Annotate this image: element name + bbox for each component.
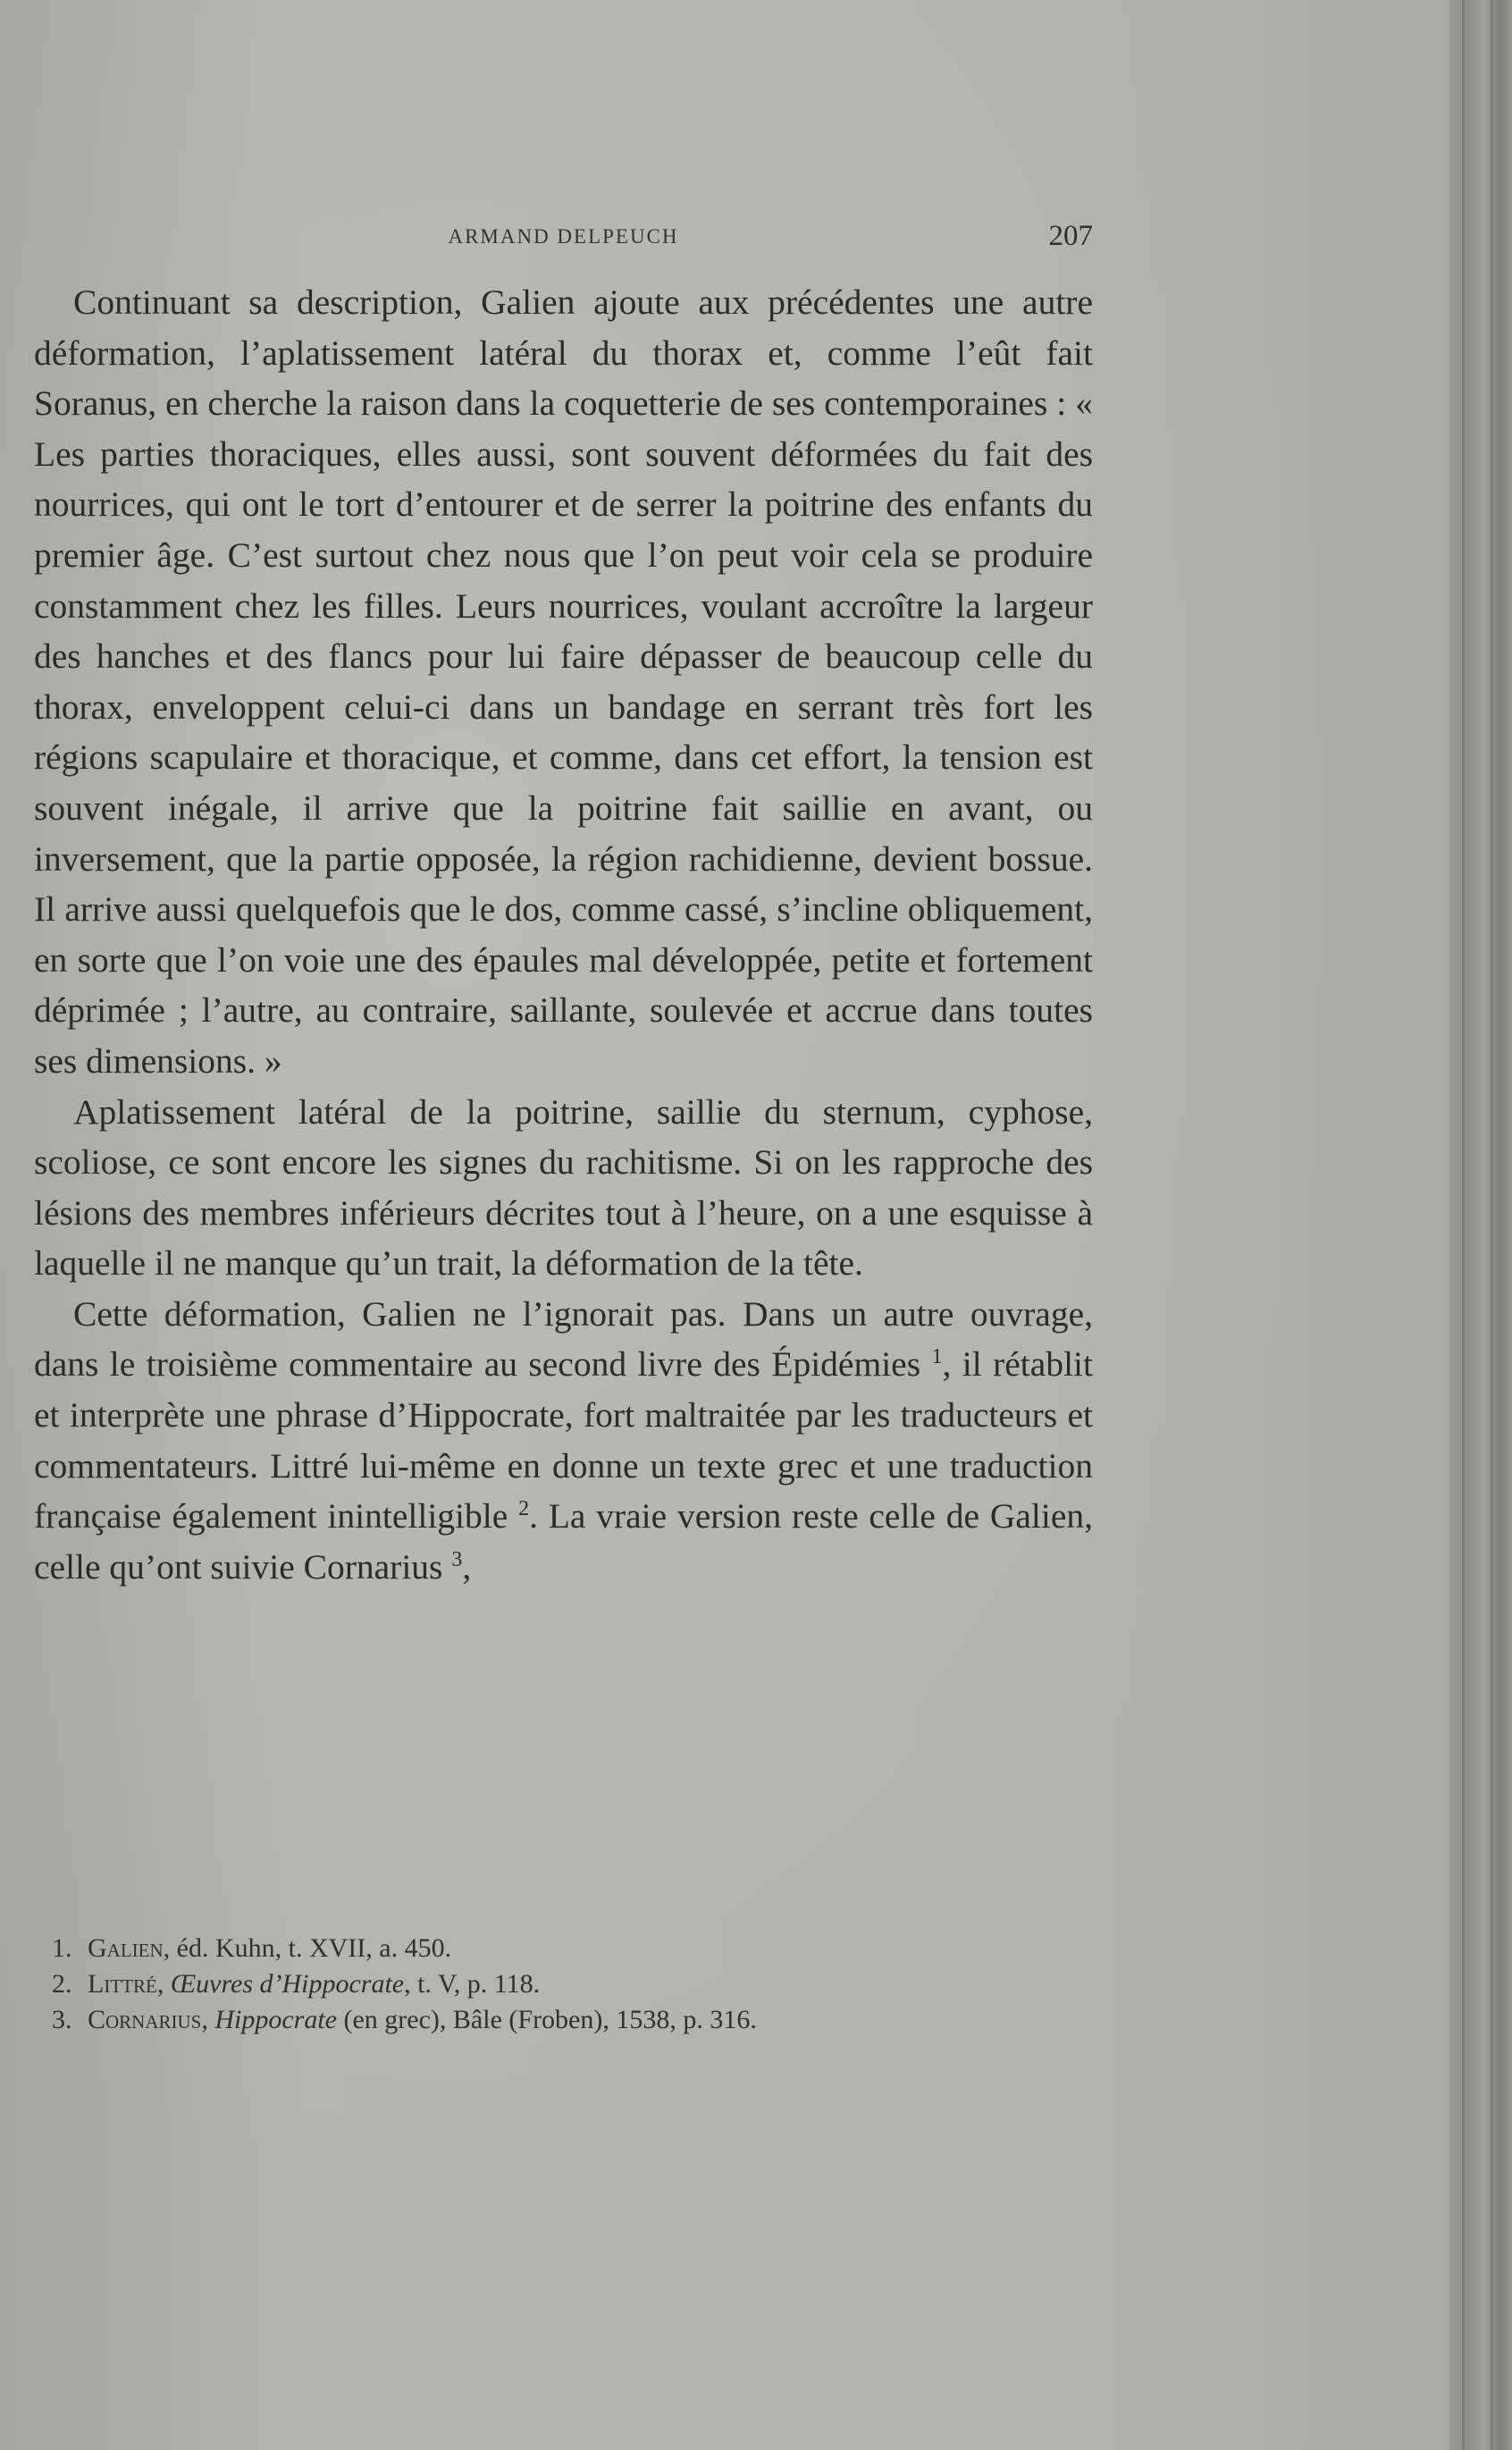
footnote-citation: (en grec), Bâle (Froben), 1538, p. 316.	[337, 2005, 757, 2034]
footnote-work-title: Œuvres d’Hippocrate	[170, 1969, 405, 1999]
spine-shadow-line	[1491, 0, 1493, 2450]
footnote-separator: ,	[156, 1969, 171, 1999]
footnote	[52, 1931, 1088, 1966]
body-text	[34, 277, 1093, 1592]
footnote-citation: , t. V, p. 118.	[404, 1969, 541, 1999]
footnotes	[52, 1931, 1088, 2038]
paragraph: Continuant sa description, Galien ajoute aux précédentes une autre déformation, l’aplatissement latéral du thorax et, comme l’eût fait Soranus, en cherche la raison dans la coquetterie de ses contemporaines : « Les parties thoraciques, elles aussi, sont souvent déformées du fait des nourrices, qui ont le tort d’entourer et de serrer la poitrine des enfants du premier âge. C’est surtout chez nous que l’on peut voir cela se produire constamment chez les filles. Leurs nourrices, voulant accroître la largeur des hanches et des flancs pour lui faire dépasser de beaucoup celle du thorax, enveloppent celui-ci dans un bandage en serrant très fort les régions scapulaire et thoracique, et comme, dans cet effort, la tension est souvent inégale, il arrive que la poitrine fait saillie en avant, ou inversement, que la partie opposée, la région rachidienne, devient bossue. Il arrive aussi quelquefois que le dos, comme cassé, s’incline obliquement, en sorte que l’on voie une des épaules mal développée, petite et fortement déprimée ; l’autre, au contraire, saillante, soulevée et accrue dans toutes ses dimensions. »	[34, 282, 1093, 1081]
footnote-author: Littré	[88, 1969, 157, 1999]
paragraph-text: , il rétablit et interprète une phrase d’Hippocrate, fort maltraitée par les traducteurs et commentateurs. Littré lui-même en donne un texte grec et une traduction française également inintelligible	[34, 1344, 1093, 1537]
footnote-number: 3.	[52, 2005, 72, 2034]
paragraph: Aplatissement latéral de la poitrine, saillie du sternum, cyphose, scoliose, ce sont encore les signes du rachitisme. Si on les rapproche des lésions des membres inférieurs décrites tout à l’heure, on a une esquisse à laquelle il ne manque qu’un trait, la déformation de la tête.	[34, 1091, 1093, 1284]
footnote-ref: 1	[931, 1345, 943, 1369]
footnote-work-title: Hippocrate	[214, 2005, 337, 2034]
page-header	[34, 220, 1093, 256]
footnote-ref: 3	[451, 1547, 463, 1571]
running-head: ARMAND DELPEUCH	[448, 225, 679, 248]
book-spine-edge	[1449, 0, 1512, 2450]
footnote-author: Galien	[88, 1933, 164, 1963]
footnote-number: 2.	[52, 1969, 72, 1999]
paragraph	[34, 1289, 1093, 1593]
footnote-author: Cornarius	[88, 2005, 202, 2034]
page-number: 207	[1048, 220, 1093, 252]
footnote-ref: 2	[518, 1497, 530, 1521]
footnote	[52, 2002, 1088, 2038]
paragraph-text: ,	[462, 1546, 472, 1587]
footnote-citation: , éd. Kuhn, t. XVII, a. 450.	[163, 1933, 452, 1963]
spine-shadow-line	[1462, 0, 1465, 2450]
footnote-number: 1.	[52, 1933, 72, 1963]
footnote-separator: ,	[201, 2005, 215, 2034]
footnote	[52, 1966, 1088, 2002]
paragraph-text: Cette déformation, Galien ne l’ignorait pas. Dans un autre ouvrage, dans le troisième commentaire au second livre des Épidémies	[34, 1293, 1093, 1385]
paragraph-text: . La vraie version reste celle de Galien, celle qu’ont suivie Cornarius	[34, 1496, 1093, 1587]
